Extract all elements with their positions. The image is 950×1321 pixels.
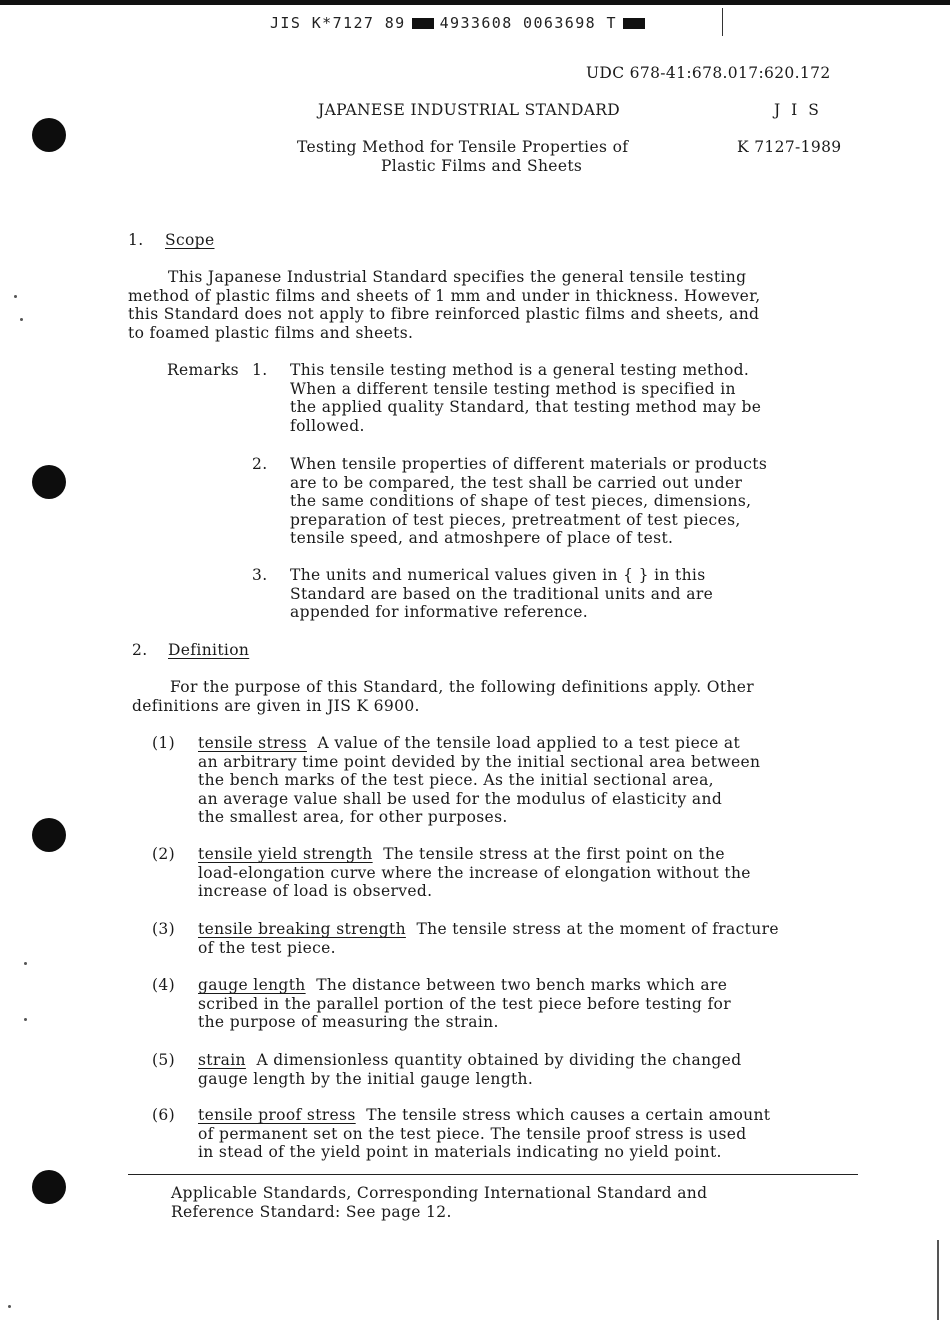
definition-term: tensile yield strength <box>198 845 373 863</box>
redaction-block <box>412 18 434 29</box>
scan-speck <box>14 295 17 298</box>
definition-5 <box>198 1051 741 1088</box>
definition-paragraph <box>132 678 754 715</box>
remark-2-number: 2. <box>252 455 268 473</box>
definition-3-number: (3) <box>152 920 176 938</box>
remarks-label: Remarks <box>167 361 239 379</box>
definition-4-number: (4) <box>152 976 176 994</box>
remark-3-text <box>290 566 713 622</box>
remark-line: the same conditions of shape of test pieces, dimensions, <box>290 492 752 511</box>
udc-code: UDC 678-41:678.017:620.172 <box>586 64 831 82</box>
remark-line: are to be compared, the test shall be carried out under <box>290 473 743 492</box>
scope-line: this Standard does not apply to fibre reinforced plastic films and sheets, and <box>128 305 760 324</box>
standard-number: K 7127-1989 <box>737 138 842 156</box>
remark-line: The units and numerical values given in { } in this <box>290 566 706 584</box>
standard-name: JAPANESE INDUSTRIAL STANDARD <box>318 101 621 119</box>
footnote-line: Reference Standard: See page 12. <box>171 1202 452 1221</box>
definition-3 <box>198 920 779 957</box>
section-2-number: 2. <box>132 641 148 659</box>
definition-line: in stead of the yield point in materials indicating no yield point. <box>198 1143 722 1162</box>
definition-text: A value of the tensile load applied to a test piece at <box>317 734 741 752</box>
scan-speck <box>24 962 27 965</box>
definition-term: gauge length <box>198 976 306 994</box>
header-code-right: 4933608 0063698 T <box>439 14 617 32</box>
punch-hole <box>32 118 66 152</box>
definition-intro-line: For the purpose of this Standard, the following definitions apply. Other <box>170 678 755 696</box>
definition-text: A dimensionless quantity obtained by dividing the changed <box>256 1051 742 1069</box>
definition-2-number: (2) <box>152 845 176 863</box>
definition-line: an average value shall be used for the modulus of elasticity and <box>198 789 723 808</box>
footnote <box>171 1184 707 1221</box>
definition-term: strain <box>198 1051 246 1069</box>
definition-line: the smallest area, for other purposes. <box>198 808 508 827</box>
definition-line: scribed in the parallel portion of the test piece before testing for <box>198 994 731 1013</box>
scope-line: to foamed plastic films and sheets. <box>128 323 414 342</box>
definition-text: The distance between two bench marks which are <box>316 976 728 994</box>
definition-line: increase of load is observed. <box>198 882 433 901</box>
footnote-divider <box>128 1174 858 1175</box>
definition-line: load-elongation curve where the increase of elongation without the <box>198 863 751 882</box>
remark-line: This tensile testing method is a general testing method. <box>290 361 750 379</box>
definition-line: of the test piece. <box>198 938 336 957</box>
definition-line: an arbitrary time point devided by the initial sectional area between <box>198 752 761 771</box>
punch-hole <box>32 818 66 852</box>
punch-hole <box>32 465 66 499</box>
title-line-1: Testing Method for Tensile Properties of <box>297 138 629 156</box>
jis-mark: J I S <box>774 101 822 119</box>
remark-1-number: 1. <box>252 361 268 379</box>
scope-line: method of plastic films and sheets of 1 mm and under in thickness. However, <box>128 286 761 305</box>
definition-6 <box>198 1106 770 1162</box>
scope-paragraph <box>128 268 761 342</box>
definition-term: tensile breaking strength <box>198 920 406 938</box>
scan-margin-line <box>722 8 723 36</box>
definition-text: The tensile stress which causes a certain amount <box>366 1106 771 1124</box>
remark-line: Standard are based on the traditional units and are <box>290 584 714 603</box>
header-code-left: JIS K*7127 89 <box>270 14 406 32</box>
header-code <box>270 14 651 32</box>
remark-3-number: 3. <box>252 566 268 584</box>
section-1-heading: Scope <box>165 231 215 249</box>
remark-line: followed. <box>290 416 365 435</box>
definition-line: the bench marks of the test piece. As the initial sectional area, <box>198 771 714 790</box>
scan-speck <box>20 318 23 321</box>
definition-2 <box>198 845 751 901</box>
definition-line: of permanent set on the test piece. The tensile proof stress is used <box>198 1124 747 1143</box>
scan-top-border <box>0 0 950 5</box>
definition-line: gauge length by the initial gauge length. <box>198 1069 534 1088</box>
remark-1-text <box>290 361 761 435</box>
section-1-number: 1. <box>128 231 144 249</box>
remark-line: the applied quality Standard, that testing method may be <box>290 398 762 417</box>
scan-speck <box>8 1305 11 1308</box>
title-line-2: Plastic Films and Sheets <box>381 157 583 175</box>
definition-term: tensile stress <box>198 734 307 752</box>
definition-intro-line: definitions are given in JIS K 6900. <box>132 696 420 715</box>
remark-line: When tensile properties of different materials or products <box>290 455 768 473</box>
remark-2-text <box>290 455 767 548</box>
definition-6-number: (6) <box>152 1106 176 1124</box>
scope-line: This Japanese Industrial Standard specifies the general tensile testing <box>168 268 747 286</box>
definition-line: the purpose of measuring the strain. <box>198 1013 499 1032</box>
footnote-line: Applicable Standards, Corresponding International Standard and <box>171 1184 708 1202</box>
definition-1-number: (1) <box>152 734 176 752</box>
remark-line: appended for informative reference. <box>290 603 589 622</box>
definition-1 <box>198 734 760 827</box>
scan-right-edge <box>937 1240 939 1320</box>
remark-line: preparation of test pieces, pretreatment of test pieces, <box>290 510 741 529</box>
remark-line: When a different tensile testing method is specified in <box>290 379 736 398</box>
punch-hole <box>32 1170 66 1204</box>
redaction-block <box>623 18 645 29</box>
definition-term: tensile proof stress <box>198 1106 356 1124</box>
definition-4 <box>198 976 731 1032</box>
definition-5-number: (5) <box>152 1051 176 1069</box>
scan-speck <box>24 1018 27 1021</box>
definition-text: The tensile stress at the first point on the <box>383 845 725 863</box>
remark-line: tensile speed, and atmoshpere of place of test. <box>290 529 674 548</box>
definition-text: The tensile stress at the moment of fracture <box>416 920 779 938</box>
section-2-heading: Definition <box>168 641 250 659</box>
